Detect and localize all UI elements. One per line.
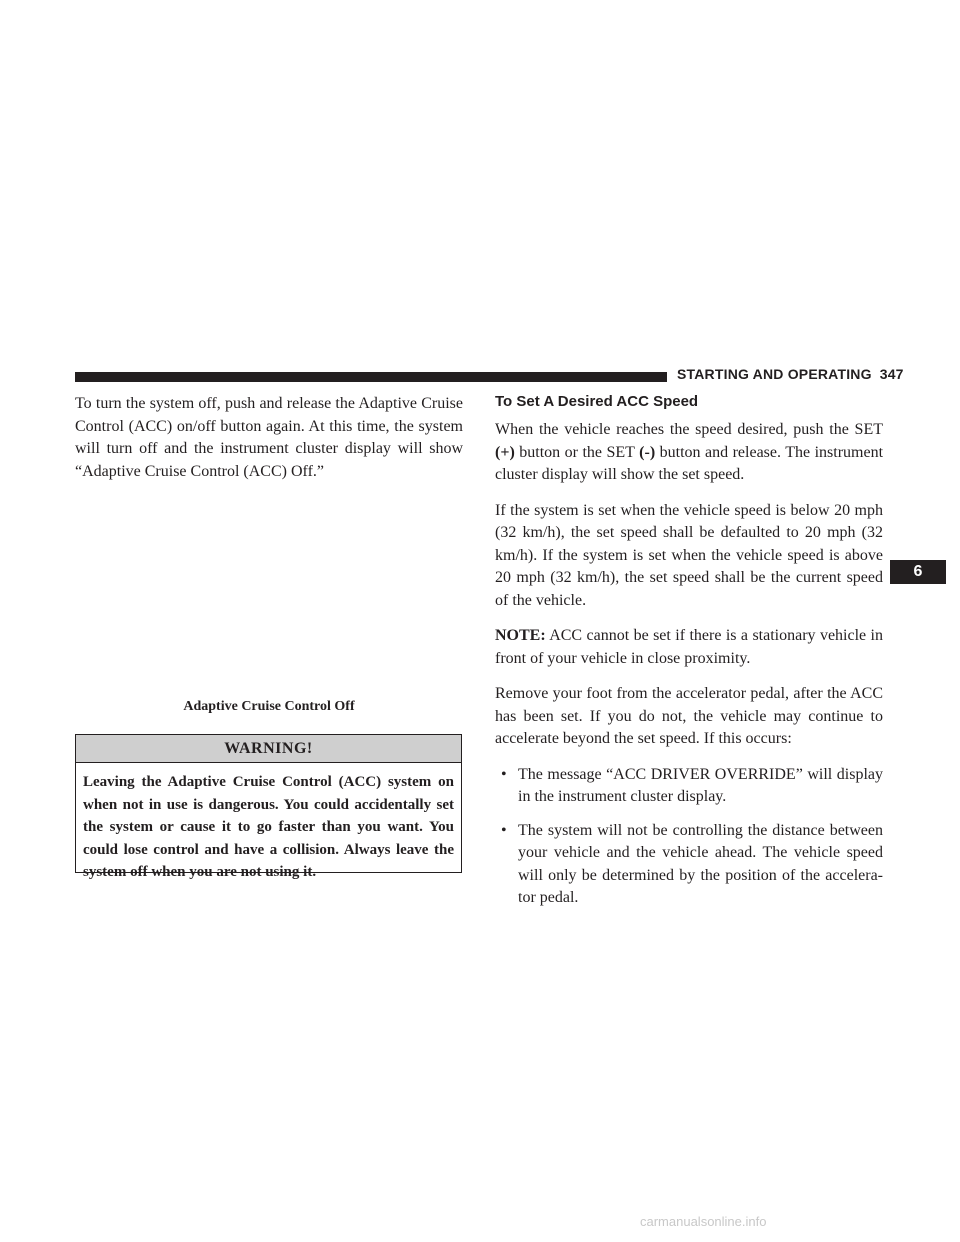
header-rule [75,372,667,382]
note-label: NOTE: [495,627,546,644]
note-text: ACC cannot be set if there is a stationary vehicle in front of your vehicle in close proximity. [495,627,883,667]
running-header [677,366,904,382]
right-column [495,393,883,921]
list-item: • The message “ACC DRIVER OVERRIDE” will display in the instrument cluster display. [501,765,883,805]
note-paragraph [495,625,883,670]
set-minus-label: (-) [639,443,656,461]
set-plus-label: (+) [495,443,515,461]
default-speed-paragraph: If the system is set when the vehicle speed is below 20 mph (32 km/h), the set speed shall be defaulted to 20 mph (32 km/h). If the system is set when the vehicle speed is above 20 mph (32 km/h), the set speed shall be the current speed of the vehicle. [495,501,883,609]
warning-box [75,734,462,880]
override-paragraph: Remove your foot from the accelerator pedal, after the ACC has been set. If you do not, the vehicle may continue to accelerate beyond the set speed. If this occurs: [495,685,883,747]
chapter-tab: 6 [890,560,946,584]
section-heading: To Set A Desired ACC Speed [495,393,699,410]
section-title: STARTING AND OPERATING [677,366,872,382]
warning-text: Leaving the Adaptive Cruise Control (ACC) system on when not in use is dangerous. You could accidentally set the system or cause it to go faster than you want. You could lose control and have a collision. Always leave the system off when you are not using it. [83,774,454,880]
page-number: 347 [879,366,904,382]
watermark: carmanualsonline.info [640,1214,767,1229]
bullet-icon: • [501,765,507,783]
figure-caption: Adaptive Cruise Control Off [183,699,355,714]
override-list [495,764,883,910]
warning-title: WARNING! [76,735,461,763]
bullet-icon: • [501,821,507,839]
left-column [75,393,463,483]
intro-paragraph: To turn the system off, push and release the Adaptive Cruise Control (ACC) on/off button again. At this time, the system will turn off and the instrument cluster display will show “Adaptive Cruise Control (ACC) Off.” [75,395,463,480]
set-speed-paragraph: When the vehicle reaches the speed desired, push the SET (+) button or the SET (-) button and release. The instrument cluster display will show the set speed. [495,421,884,483]
list-item: • The system will not be controlling the distance between your vehicle and the vehicle ahead. The vehicle speed will only be determined by the position of the accelera-tor pedal. [501,821,883,906]
